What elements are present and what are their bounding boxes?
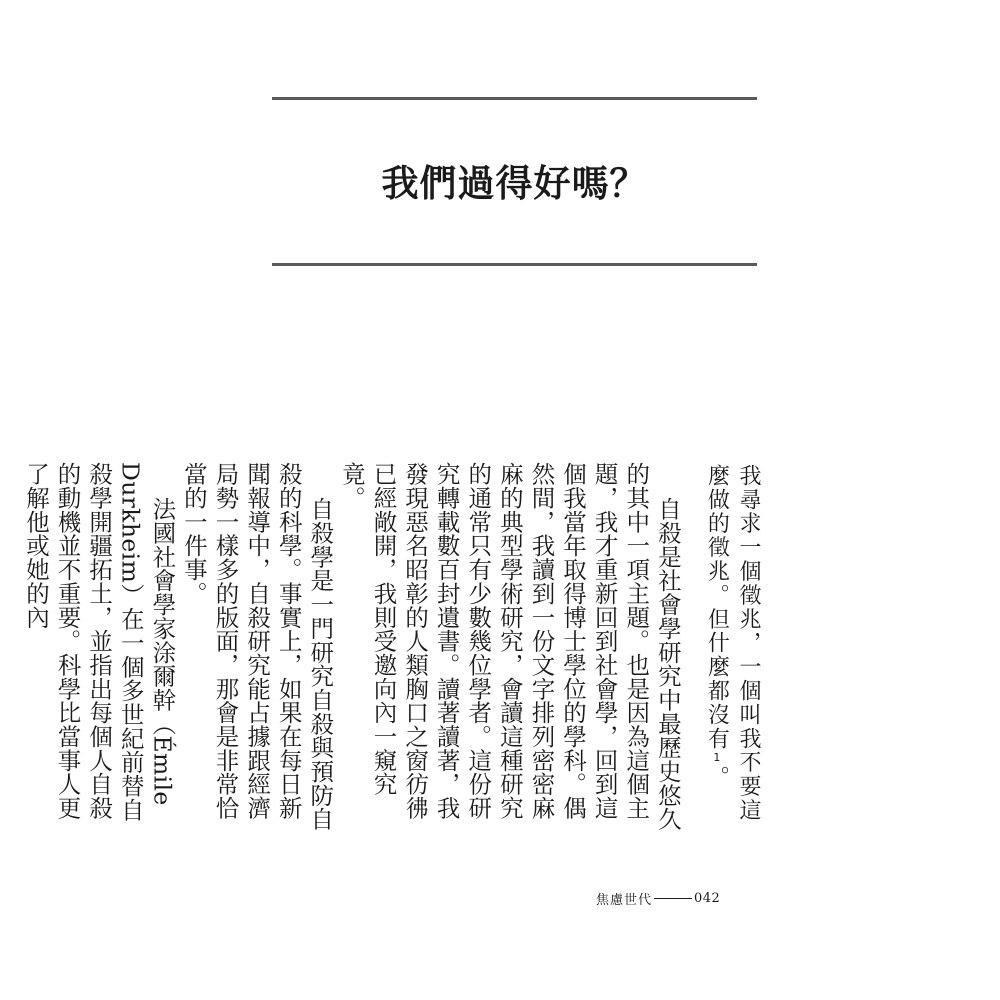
paragraph-3-start: 法國社會學家涂爾幹（ [148, 497, 177, 736]
epigraph [701, 462, 764, 832]
vertical-body-text [19, 462, 764, 832]
durkheim-name: Émile Durkheim [116, 462, 177, 806]
page-number: 042 [694, 890, 721, 906]
running-book-title: 焦慮世代 [596, 892, 653, 908]
footnote-marker: 1 [710, 750, 724, 766]
title-bottom-rule [272, 263, 757, 266]
page-footer [596, 887, 766, 909]
paragraph-2: 自殺學是一門研究自殺與預防自殺的科學。事實上，如果在每日新聞報導中，自殺研究能占據跟經濟局勢一樣多的版面，那會是非常恰當的一件事。 [179, 462, 335, 832]
footer-dash [654, 898, 692, 899]
epigraph-text: 我尋求一個徵兆，一個叫我不要這麼做的徵兆。但什麼都沒有 [704, 464, 761, 823]
epigraph-end: 。 [704, 765, 730, 790]
paragraph-3-rest: ）在一個多世紀前替自殺學開疆拓土，並指出每個人自殺的動機並不重要。科學比當事人更了解他或她的內 [21, 462, 145, 822]
title-top-rule [272, 97, 757, 100]
paragraph-3 [19, 462, 177, 832]
paragraph-1: 自殺是社會學研究中最歷史悠久的其中一項主題。也是因為這個主題，我才重新回到社會學，回到這個我當年取得博士學位的學科。偶然間，我讀到一份文字排列密密麻麻的典型學術研究，會讀這種研究的通常只有少數幾位學者。這份研究轉載數百封遺書。讀著讀著，我發現惡名昭彰的人類胸口之窗彷彿已經敞開，我則受邀向內一窺究竟。 [337, 462, 682, 832]
chapter-title: 我們過得好嗎？ [381, 161, 648, 205]
